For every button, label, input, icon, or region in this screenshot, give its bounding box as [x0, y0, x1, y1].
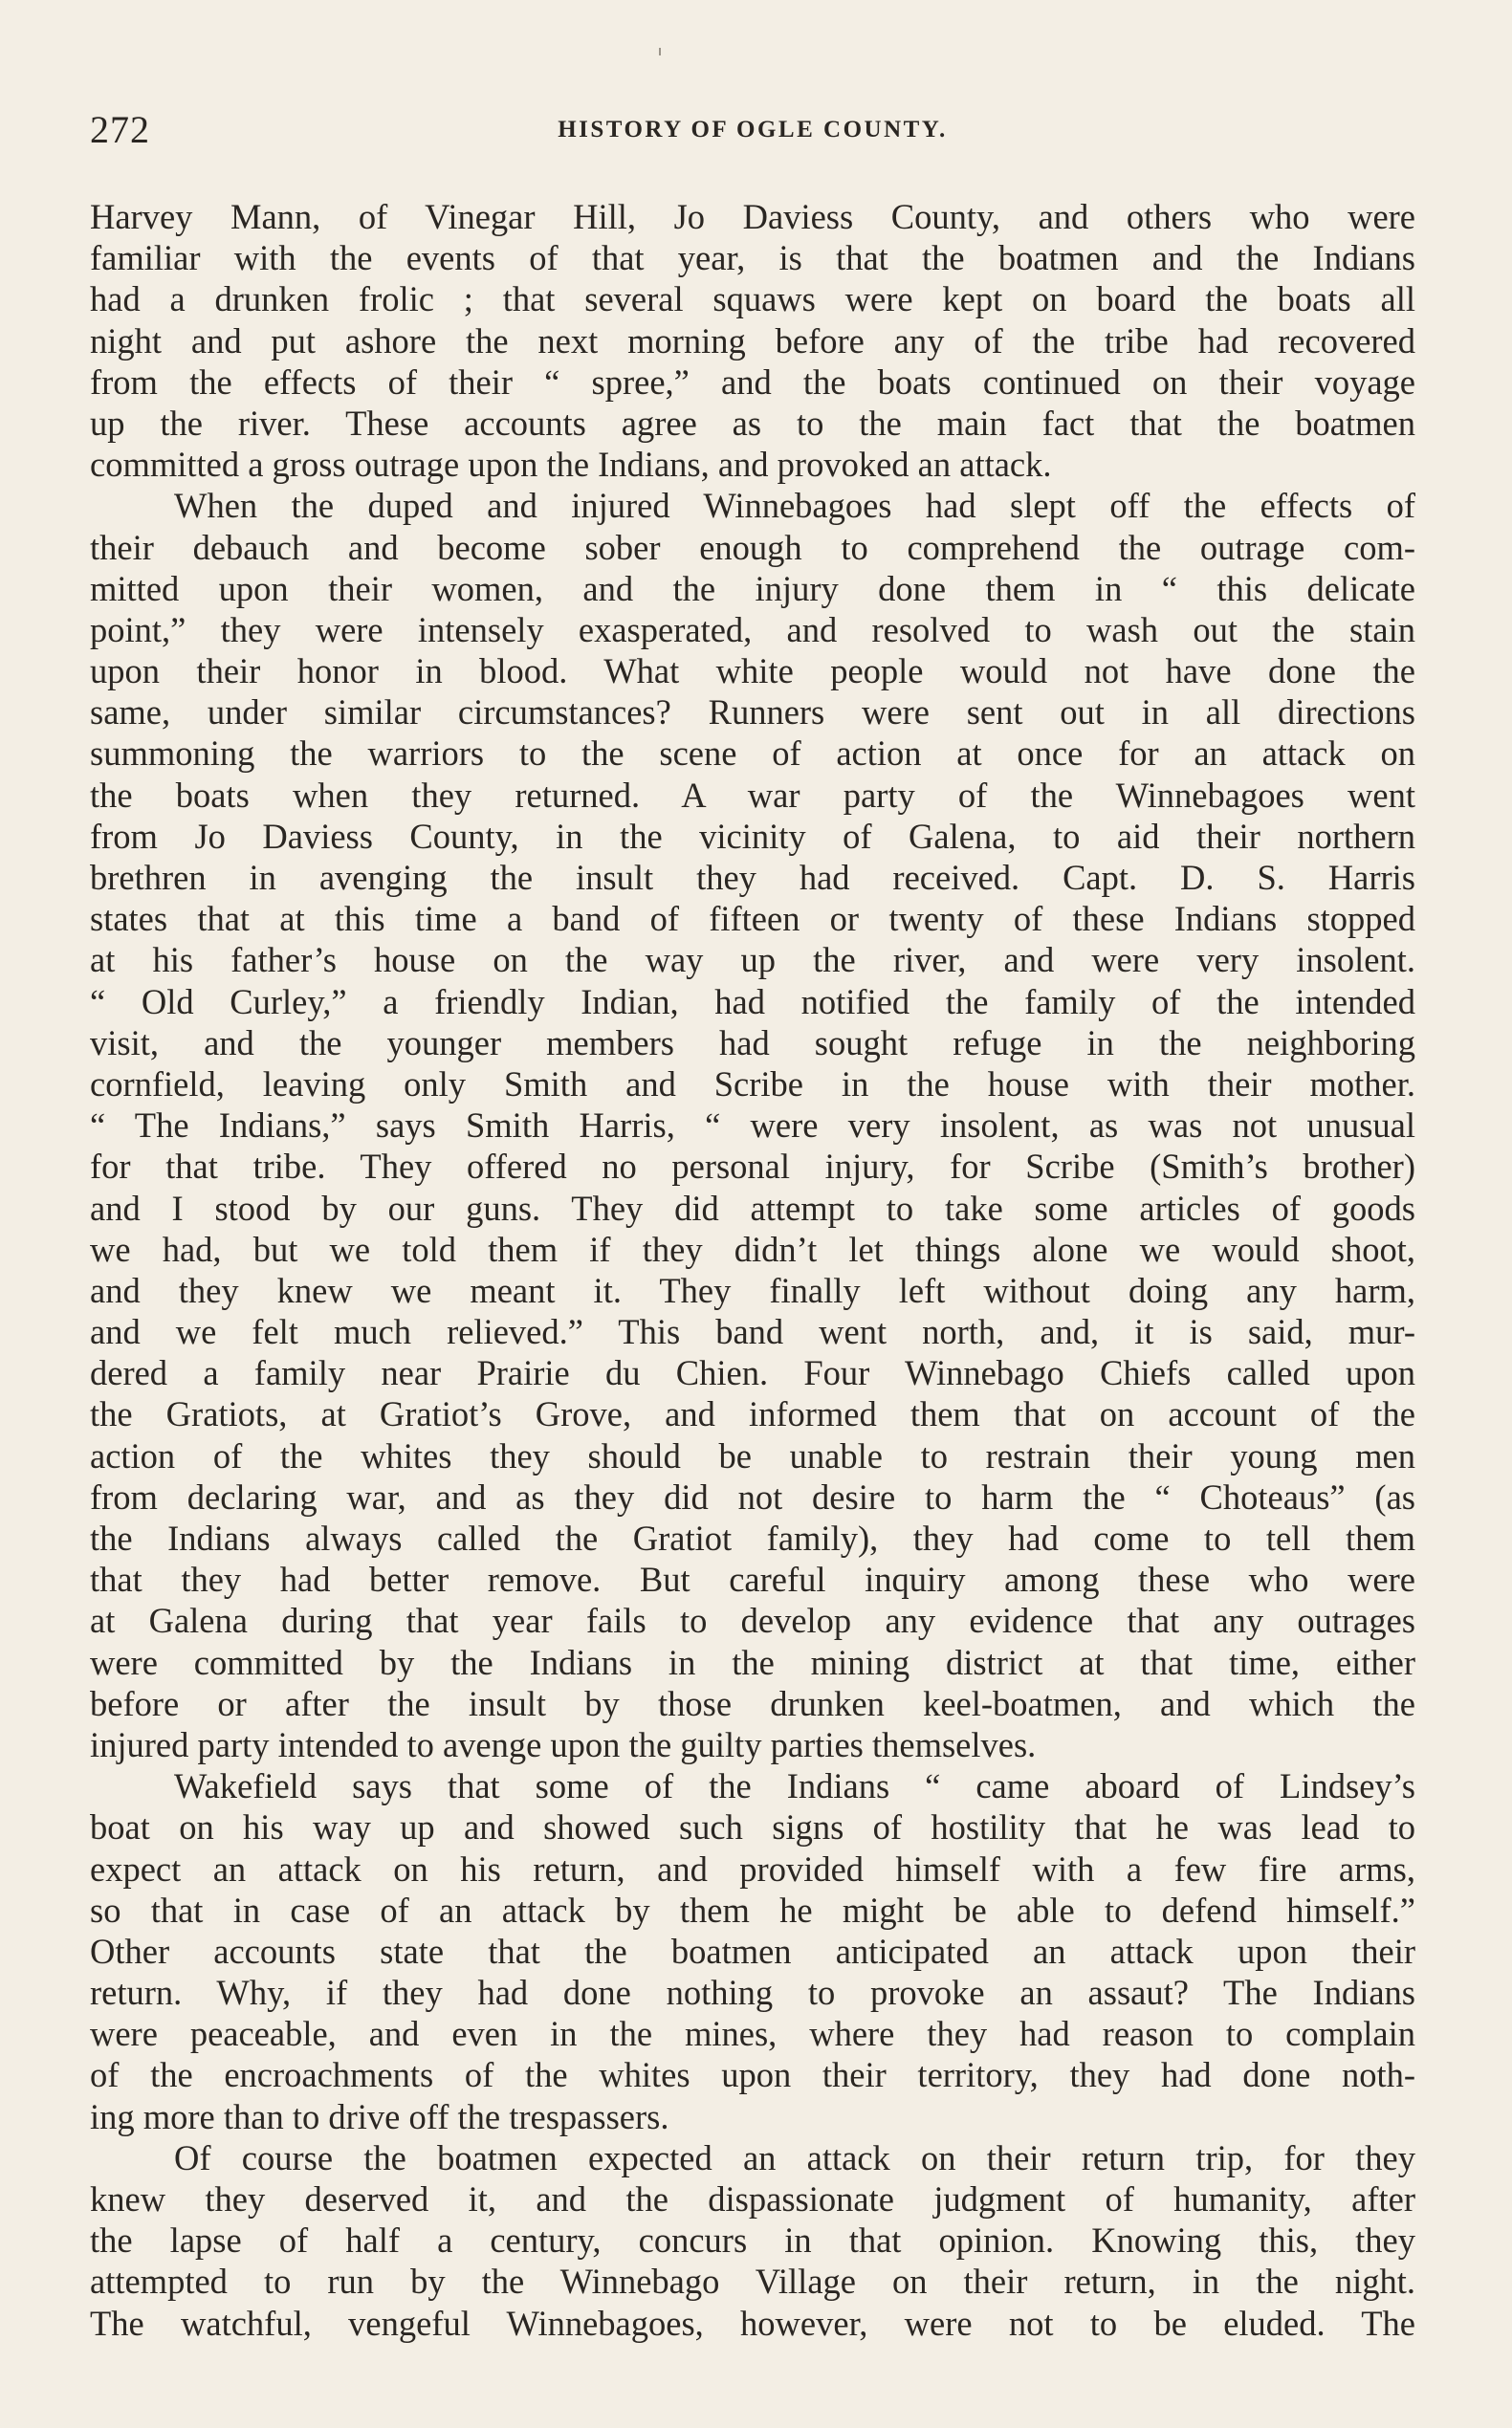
text-line: and they knew we meant it. They finally left without doing any harm, [90, 1270, 1415, 1310]
text-line: boat on his way up and showed such signs of hostility that he was lead to [90, 1807, 1415, 1848]
text-line: night and put ashore the next morning before any of the tribe had recovered [90, 320, 1415, 361]
running-head: HISTORY OF OGLE COUNTY. [558, 117, 948, 142]
text-line: at his father’s house on the way up the river, and were very insolent. [90, 940, 1415, 980]
text-line: knew they deserved it, and the dispassionate judgment of humanity, after [90, 2179, 1415, 2219]
text-line: from the effects of their “ spree,” and the boats continued on their voyage [90, 361, 1415, 402]
text-line: brethren in avenging the insult they had received. Capt. D. S. Harris [90, 858, 1415, 897]
text-line: before or after the insult by those drunken keel-boatmen, and which the [90, 1683, 1415, 1723]
body-text [90, 196, 1415, 2344]
text-line: dered a family near Prairie du Chien. Four Winnebago Chiefs called upon [90, 1353, 1415, 1393]
text-line: and we felt much relieved.” This band went north, and, it is said, mur- [90, 1312, 1415, 1352]
text-line: for that tribe. They offered no personal injury, for Scribe (Smith’s brother) [90, 1147, 1415, 1187]
text-line: that they had better remove. But careful inquiry among these who were [90, 1560, 1415, 1600]
text-line: were peaceable, and even in the mines, where they had reason to complain [90, 2014, 1415, 2054]
text-line: Other accounts state that the boatmen anticipated an attack upon their [90, 1931, 1415, 1971]
text-line: “ Old Curley,” a friendly Indian, had notified the family of the intended [90, 981, 1415, 1021]
text-line: and I stood by our guns. They did attempt to take some articles of goods [90, 1188, 1415, 1228]
text-line: summoning the warriors to the scene of action at once for an attack on [90, 733, 1415, 774]
text-line: the Gratiots, at Gratiot’s Grove, and informed them that on account of the [90, 1394, 1415, 1434]
page-header [90, 103, 1415, 161]
text-line: were committed by the Indians in the mining district at that time, either [90, 1642, 1415, 1682]
text-line: ing more than to drive off the trespassers. [90, 2096, 669, 2136]
text-line: their debauch and become sober enough to comprehend the outrage com- [90, 527, 1415, 567]
text-line: mitted upon their women, and the injury done them in “ this delicate [90, 568, 1415, 608]
text-line: Wakefield says that some of the Indians “ came aboard of Lindsey’s [174, 1766, 1415, 1806]
text-line: from declaring war, and as they did not desire to harm the “ Choteaus” (as [90, 1476, 1415, 1517]
text-line: committed a gross outrage upon the Indians, and provoked an attack. [90, 445, 1052, 485]
text-line: states that at this time a band of fifteen or twenty of these Indians stopped [90, 899, 1415, 939]
text-line: up the river. These accounts agree as to the main fact that the boatmen [90, 403, 1415, 443]
text-line: return. Why, if they had done nothing to provoke an assaut? The Indians [90, 1973, 1415, 2013]
text-line: familiar with the events of that year, is that the boatmen and the Indians [90, 238, 1415, 278]
text-line: expect an attack on his return, and provided himself with a few fire arms, [90, 1848, 1415, 1889]
text-line: Of course the boatmen expected an attack on their return trip, for they [174, 2137, 1415, 2177]
text-line: from Jo Daviess County, in the vicinity of Galena, to aid their northern [90, 816, 1415, 856]
text-line: we had, but we told them if they didn’t let things alone we would shoot, [90, 1229, 1415, 1269]
text-line: The watchful, vengeful Winnebagoes, however, were not to be eluded. The [90, 2303, 1415, 2343]
text-line: same, under similar circumstances? Runners were sent out in all directions [90, 692, 1415, 733]
text-line: “ The Indians,” says Smith Harris, “ were very insolent, as was not unusual [90, 1105, 1415, 1146]
text-line: of the encroachments of the whites upon their territory, they had done noth- [90, 2055, 1415, 2095]
text-line: action of the whites they should be unable to restrain their young men [90, 1435, 1415, 1476]
text-line: cornfield, leaving only Smith and Scribe in the house with their mother. [90, 1063, 1415, 1104]
text-line: injured party intended to avenge upon the guilty parties themselves. [90, 1724, 1037, 1764]
text-line: the boats when they returned. A war party of the Winnebagoes went [90, 775, 1415, 815]
text-line: Harvey Mann, of Vinegar Hill, Jo Daviess County, and others who were [90, 197, 1415, 236]
text-line: the lapse of half a century, concurs in that opinion. Knowing this, they [90, 2220, 1415, 2261]
text-line: point,” they were intensely exasperated, and resolved to wash out the stain [90, 609, 1415, 649]
text-line: When the duped and injured Winnebagoes had slept off the effects of [174, 486, 1415, 526]
print-mark [659, 48, 661, 55]
text-line: upon their honor in blood. What white people would not have done the [90, 651, 1415, 691]
text-line: attempted to run by the Winnebago Village on their return, in the night. [90, 2262, 1415, 2302]
text-line: at Galena during that year fails to develop any evidence that any outrages [90, 1601, 1415, 1641]
text-line: visit, and the younger members had sought refuge in the neighboring [90, 1022, 1415, 1062]
text-line: the Indians always called the Gratiot family), they had come to tell them [90, 1519, 1415, 1558]
text-line: so that in case of an attack by them he might be able to defend himself.” [90, 1890, 1415, 1930]
text-line: had a drunken frolic ; that several squaws were kept on board the boats all [90, 279, 1415, 319]
page-number: 272 [90, 108, 150, 151]
